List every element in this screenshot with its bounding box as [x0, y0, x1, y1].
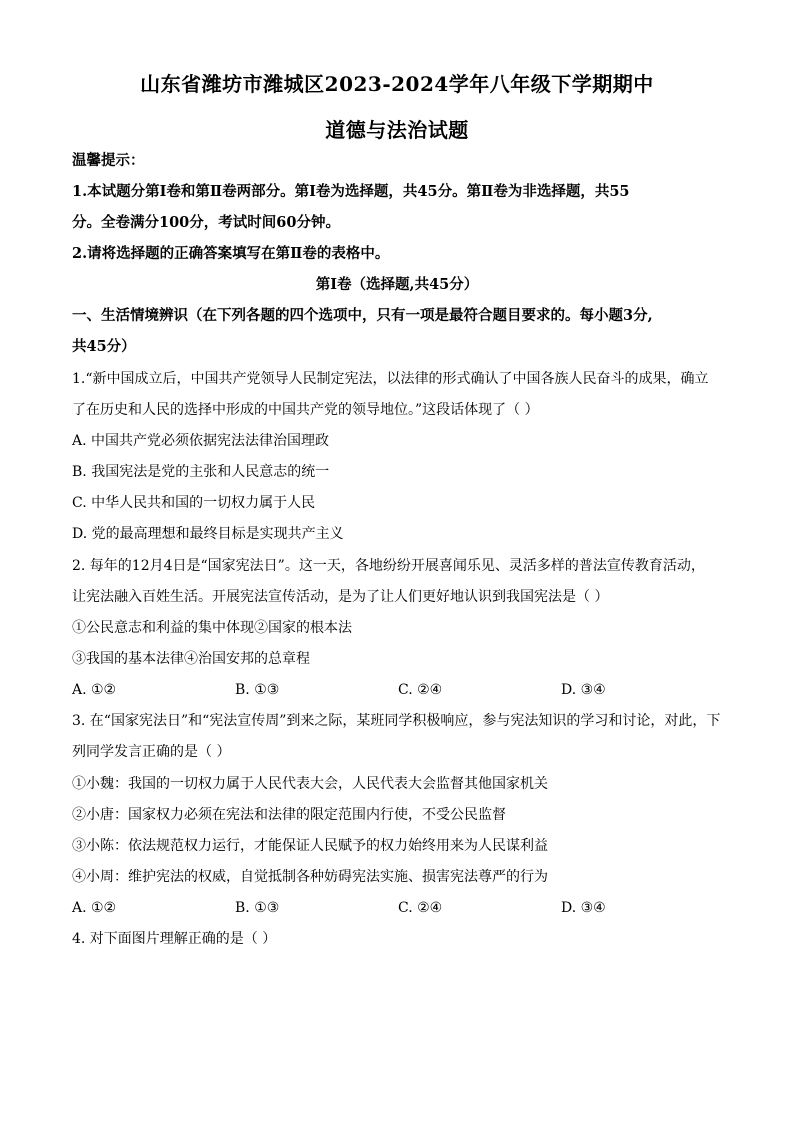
- q4-stem: 4. 对下面图片理解正确的是（ ）: [72, 931, 277, 947]
- q1-stem-line-1: 1.“新中国成立后，中国共产党领导人民制定宪法，以法律的形式确认了中国各族人民奋斗的成果，确立: [72, 371, 709, 387]
- q3-stem-line-2: 列同学发言正确的是（ ）: [72, 744, 231, 760]
- q3-options: [72, 898, 732, 918]
- page-subtitle: 道德与法治试题: [325, 118, 469, 142]
- q3-option-c: C. ②④: [398, 900, 443, 916]
- q2-stem-line-1: 2. 每年的12月4日是“国家宪法日”。这一天，各地纷纷开展喜闻乐见、灵活多样的普法宣传教育活动，: [72, 558, 705, 574]
- q3-item-1: ①小魏：我国的一切权力属于人民代表大会，人民代表大会监督其他国家机关: [72, 776, 548, 792]
- q2-options: [72, 680, 732, 700]
- notice-heading: 温馨提示：: [72, 152, 145, 169]
- q1-option-c: C. 中华人民共和国的一切权力属于人民: [72, 495, 316, 511]
- q2-option-b: B. ①③: [235, 682, 280, 698]
- part-heading-line-1: 一、生活情境辨识（在下列各题的四个选项中，只有一项是最符合题目要求的。每小题3分,: [72, 307, 653, 324]
- q3-item-4: ④小周：维护宪法的权威，自觉抵制各种妨碍宪法实施、损害宪法尊严的行为: [72, 869, 548, 885]
- page-title: 山东省潍坊市潍城区2023-2024学年八年级下学期期中: [140, 72, 654, 96]
- q2-item-line-2: ③我国的基本法律④治国安邦的总章程: [72, 651, 310, 667]
- notice-item-1-line-2: 分。全卷满分100分，考试时间60分钟。: [72, 214, 340, 231]
- q3-item-2: ②小唐：国家权力必须在宪法和法律的限定范围内行使，不受公民监督: [72, 807, 506, 823]
- q2-option-d: D. ③④: [561, 682, 606, 698]
- q1-stem-line-2: 了在历史和人民的选择中形成的中国共产党的领导地位。”这段话体现了（ ）: [72, 402, 539, 418]
- q3-option-a: A. ①②: [72, 900, 117, 916]
- q1-option-a: A. 中国共产党必须依据宪法法律治国理政: [72, 433, 330, 449]
- q2-option-a: A. ①②: [72, 682, 117, 698]
- q3-stem-line-1: 3. 在“国家宪法日”和“宪法宣传周”到来之际，某班同学积极响应，参与宪法知识的学习和讨论，对此，下: [72, 713, 721, 729]
- q3-item-3: ③小陈：依法规范权力运行，才能保证人民赋予的权力始终用来为人民谋利益: [72, 838, 548, 854]
- q1-option-d: D. 党的最高理想和最终目标是实现共产主义: [72, 526, 344, 542]
- notice-item-1-line-1: 1.本试题分第Ⅰ卷和第Ⅱ卷两部分。第Ⅰ卷为选择题，共45分。第Ⅱ卷为非选择题，共55: [72, 183, 630, 200]
- notice-item-2: 2.请将选择题的正确答案填写在第Ⅱ卷的表格中。: [72, 245, 390, 262]
- q3-option-b: B. ①③: [235, 900, 280, 916]
- q2-stem-line-2: 让宪法融入百姓生活。开展宪法宣传活动，是为了让人们更好地认识到我国宪法是（ ）: [72, 589, 609, 605]
- q1-option-b: B. 我国宪法是党的主张和人民意志的统一: [72, 464, 330, 480]
- q2-option-c: C. ②④: [398, 682, 443, 698]
- q2-item-line-1: ①公民意志和利益的集中体现②国家的根本法: [72, 620, 352, 636]
- part-heading-line-2: 共45分）: [72, 338, 136, 355]
- q3-option-d: D. ③④: [561, 900, 606, 916]
- section-title: 第Ⅰ卷（选择题,共45分）: [315, 276, 479, 293]
